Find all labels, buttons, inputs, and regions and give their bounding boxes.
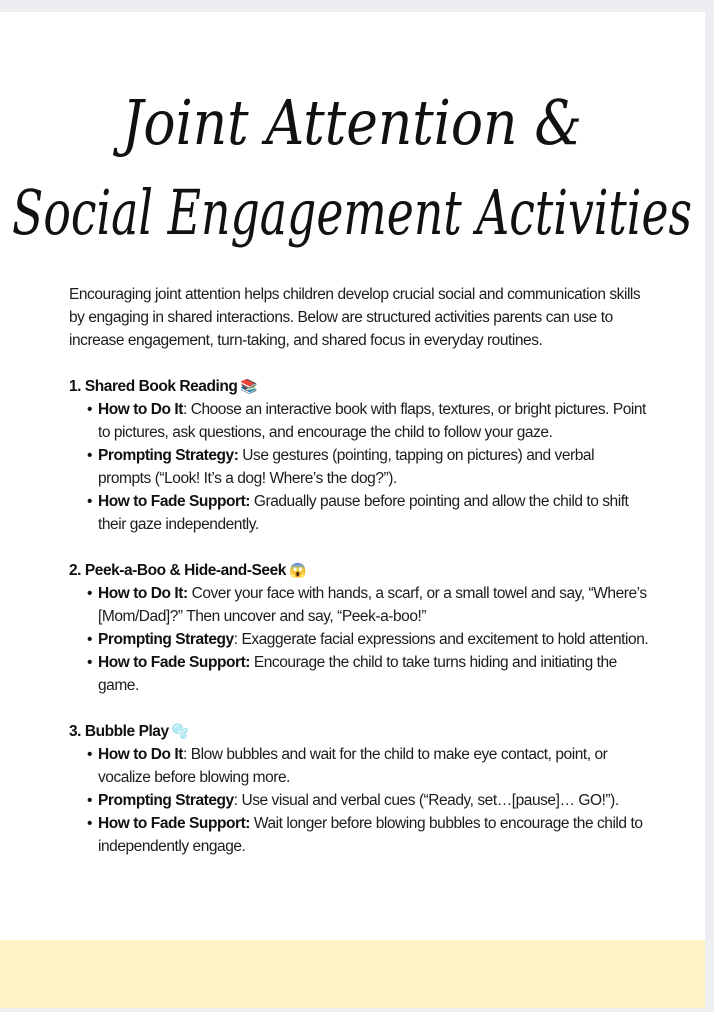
item-text: Gradually pause before pointing and allow the child to shift their gaze independently. [98,493,629,533]
section-heading-text: 2. Peek-a-Boo & Hide-and-Seek [69,562,286,579]
document-page [0,12,705,1008]
item-label: How to Do It: [98,585,188,602]
title-line-2: Social Engagement Activities [12,176,692,249]
document-body [69,283,649,881]
item-label: Prompting Strategy [98,631,234,648]
item-separator: : [233,792,242,809]
item-text: Exaggerate facial expressions and excitement to hold attention. [241,631,649,648]
item-text: Choose an interactive book with flaps, textures, or bright pictures. Point to pictures, ask questions, and encourage the child to follow your gaze. [98,401,646,441]
books-icon: 📚 [240,378,258,394]
footer-band [0,940,705,1008]
activity-section [69,375,649,536]
section-heading-text: 1. Shared Book Reading [69,378,238,395]
section-heading-text: 3. Bubble Play [69,723,169,740]
item-label: Prompting Strategy: [98,447,239,464]
activity-list [69,398,649,536]
item-text: Blow bubbles and wait for the child to make eye contact, point, or vocalize before blowing more. [98,746,608,786]
section-heading [69,559,649,582]
activity-section [69,720,649,858]
activity-section [69,559,649,697]
list-item [98,812,649,858]
list-item [98,651,649,697]
list-item [98,582,649,628]
item-label: How to Do It [98,746,183,763]
page-title [0,12,705,282]
face-screaming-icon: 😱 [288,562,306,578]
section-heading [69,720,649,743]
item-label: How to Fade Support: [98,815,251,832]
item-label: How to Fade Support: [98,654,251,671]
list-item [98,789,649,812]
list-item [98,444,649,490]
list-item [98,398,649,444]
item-separator: : [183,401,191,418]
list-item [98,490,649,536]
item-text: Wait longer before blowing bubbles to encourage the child to independently engage. [98,815,643,855]
section-heading [69,375,649,398]
item-text: Use visual and verbal cues (“Ready, set…[pause]… GO!”). [241,792,619,809]
activity-list [69,582,649,697]
activity-list [69,743,649,858]
list-item [98,628,649,651]
item-text: Cover your face with hands, a scarf, or a small towel and say, “Where’s [Mom/Dad]?” Then uncover and say, “Peek-a-boo!” [98,585,647,625]
bubbles-icon: 🫧 [171,723,189,739]
item-label: Prompting Strategy [98,792,234,809]
intro-paragraph: Encouraging joint attention helps children develop crucial social and communication skills by engaging in shared interactions. Below are structured activities parents can use to increase engagement, turn-taking, and shared focus in everyday routines. [69,286,641,349]
item-label: How to Do It [98,401,183,418]
item-separator: : [233,631,242,648]
item-separator: : [183,746,191,763]
item-label: How to Fade Support: [98,493,251,510]
list-item [98,743,649,789]
title-line-1: Joint Attention & [112,86,583,159]
item-text: Encourage the child to take turns hiding and initiating the game. [98,654,617,694]
item-text: Use gestures (pointing, tapping on pictures) and verbal prompts (“Look! It’s a dog! Where’s the dog?”). [98,447,595,487]
